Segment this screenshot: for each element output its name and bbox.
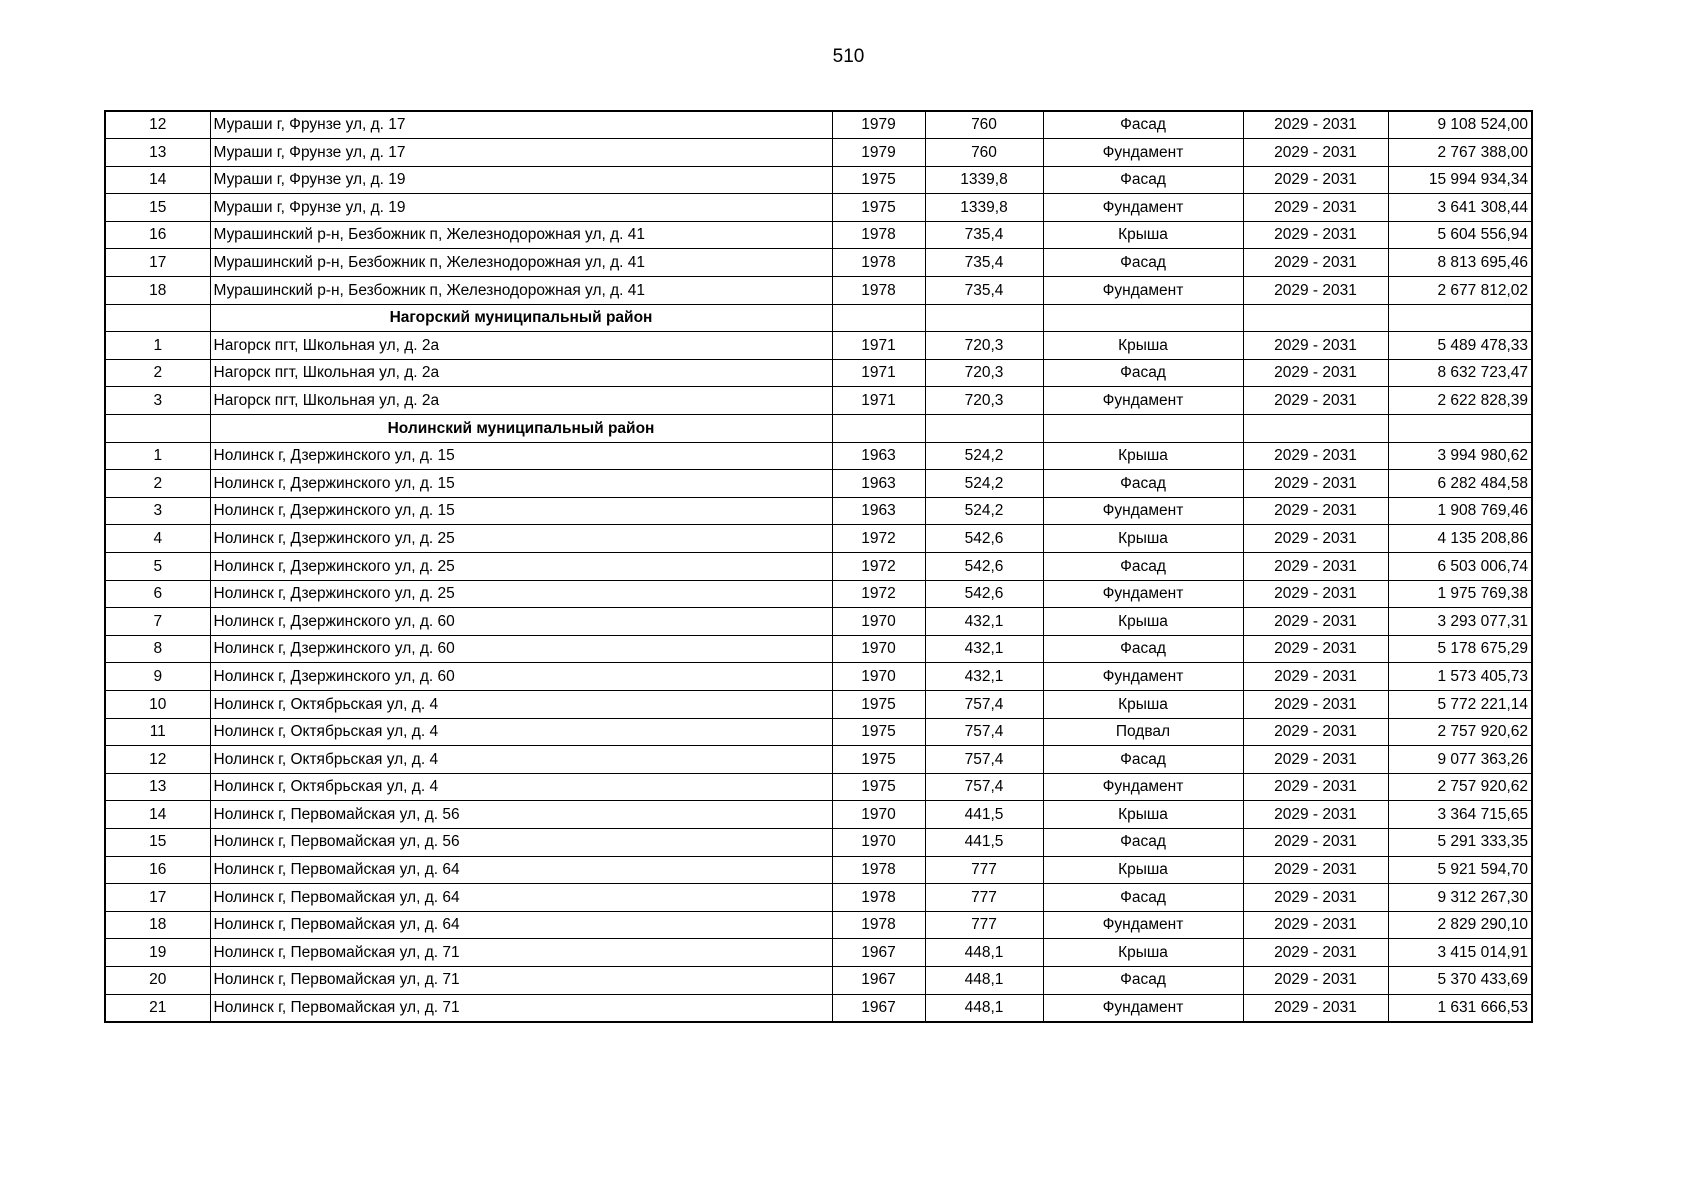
- empty-cell: [1243, 304, 1388, 332]
- table-row: [105, 525, 1532, 553]
- address-cell: Нолинск г, Октябрьская ул, д. 4: [210, 773, 832, 801]
- build-year-cell: 1963: [832, 470, 925, 498]
- row-number-cell: 14: [105, 801, 210, 829]
- row-number-cell: 9: [105, 663, 210, 691]
- build-year-cell: 1979: [832, 111, 925, 139]
- row-number-cell: 6: [105, 580, 210, 608]
- empty-cell: [1388, 415, 1532, 443]
- table-row: [105, 801, 1532, 829]
- period-cell: 2029 - 2031: [1243, 801, 1388, 829]
- cost-cell: 4 135 208,86: [1388, 525, 1532, 553]
- address-cell: Нолинск г, Первомайская ул, д. 64: [210, 911, 832, 939]
- build-year-cell: 1971: [832, 387, 925, 415]
- build-year-cell: 1975: [832, 773, 925, 801]
- address-cell: Нолинск г, Октябрьская ул, д. 4: [210, 746, 832, 774]
- area-cell: 720,3: [925, 332, 1043, 360]
- empty-cell: [1043, 304, 1243, 332]
- build-year-cell: 1963: [832, 497, 925, 525]
- empty-cell: [1043, 415, 1243, 443]
- build-year-cell: 1967: [832, 994, 925, 1022]
- row-number-cell: 12: [105, 746, 210, 774]
- build-year-cell: 1975: [832, 194, 925, 222]
- work-type-cell: Фасад: [1043, 553, 1243, 581]
- address-cell: Нолинск г, Дзержинского ул, д. 15: [210, 470, 832, 498]
- build-year-cell: 1978: [832, 856, 925, 884]
- period-cell: 2029 - 2031: [1243, 166, 1388, 194]
- cost-cell: 2 829 290,10: [1388, 911, 1532, 939]
- table-row: [105, 249, 1532, 277]
- table-row: [105, 828, 1532, 856]
- area-cell: 432,1: [925, 635, 1043, 663]
- row-number-cell: 20: [105, 966, 210, 994]
- table-row: [105, 194, 1532, 222]
- row-number-cell: 15: [105, 194, 210, 222]
- cost-cell: 5 772 221,14: [1388, 690, 1532, 718]
- work-type-cell: Фундамент: [1043, 663, 1243, 691]
- work-type-cell: Подвал: [1043, 718, 1243, 746]
- period-cell: 2029 - 2031: [1243, 828, 1388, 856]
- section-title: Нагорский муниципальный район: [210, 304, 832, 332]
- area-cell: 524,2: [925, 442, 1043, 470]
- row-number-cell: 16: [105, 221, 210, 249]
- period-cell: 2029 - 2031: [1243, 939, 1388, 967]
- area-cell: 777: [925, 856, 1043, 884]
- row-number-cell: 13: [105, 773, 210, 801]
- table-row: [105, 221, 1532, 249]
- empty-cell: [1243, 415, 1388, 443]
- area-cell: 542,6: [925, 580, 1043, 608]
- page-number: 510: [832, 46, 865, 67]
- cost-cell: 5 370 433,69: [1388, 966, 1532, 994]
- work-type-cell: Фасад: [1043, 359, 1243, 387]
- row-number-cell: 5: [105, 553, 210, 581]
- work-type-cell: Фундамент: [1043, 911, 1243, 939]
- row-number-cell: 1: [105, 332, 210, 360]
- work-type-cell: Фасад: [1043, 111, 1243, 139]
- cost-cell: 8 813 695,46: [1388, 249, 1532, 277]
- work-type-cell: Фасад: [1043, 746, 1243, 774]
- table-row: [105, 277, 1532, 305]
- work-type-cell: Крыша: [1043, 690, 1243, 718]
- area-cell: 757,4: [925, 773, 1043, 801]
- period-cell: 2029 - 2031: [1243, 442, 1388, 470]
- table-row: [105, 773, 1532, 801]
- cost-cell: 5 604 556,94: [1388, 221, 1532, 249]
- area-cell: 757,4: [925, 690, 1043, 718]
- work-type-cell: Крыша: [1043, 442, 1243, 470]
- row-number-cell: 19: [105, 939, 210, 967]
- build-year-cell: 1978: [832, 221, 925, 249]
- area-cell: 448,1: [925, 939, 1043, 967]
- build-year-cell: 1970: [832, 635, 925, 663]
- area-cell: 542,6: [925, 525, 1043, 553]
- cost-cell: 1 975 769,38: [1388, 580, 1532, 608]
- empty-cell: [832, 415, 925, 443]
- address-cell: Мураши г, Фрунзе ул, д. 19: [210, 166, 832, 194]
- period-cell: 2029 - 2031: [1243, 994, 1388, 1022]
- address-cell: Нолинск г, Октябрьская ул, д. 4: [210, 690, 832, 718]
- row-number-cell: 16: [105, 856, 210, 884]
- work-type-cell: Фундамент: [1043, 139, 1243, 167]
- build-year-cell: 1971: [832, 332, 925, 360]
- table-body: [105, 111, 1532, 1022]
- work-type-cell: Фасад: [1043, 166, 1243, 194]
- cost-cell: 2 677 812,02: [1388, 277, 1532, 305]
- address-cell: Мурашинский р-н, Безбожник п, Железнодорожная ул, д. 41: [210, 249, 832, 277]
- cost-cell: 2 622 828,39: [1388, 387, 1532, 415]
- empty-cell: [832, 304, 925, 332]
- period-cell: 2029 - 2031: [1243, 221, 1388, 249]
- period-cell: 2029 - 2031: [1243, 249, 1388, 277]
- period-cell: 2029 - 2031: [1243, 194, 1388, 222]
- row-number-cell: 4: [105, 525, 210, 553]
- row-number-cell: 1: [105, 442, 210, 470]
- table-row: [105, 966, 1532, 994]
- work-type-cell: Крыша: [1043, 856, 1243, 884]
- row-number-cell: 18: [105, 277, 210, 305]
- table-row: [105, 553, 1532, 581]
- table-row: [105, 718, 1532, 746]
- period-cell: 2029 - 2031: [1243, 553, 1388, 581]
- cost-cell: 2 767 388,00: [1388, 139, 1532, 167]
- period-cell: 2029 - 2031: [1243, 773, 1388, 801]
- cost-cell: 15 994 934,34: [1388, 166, 1532, 194]
- build-year-cell: 1972: [832, 580, 925, 608]
- period-cell: 2029 - 2031: [1243, 966, 1388, 994]
- empty-cell: [105, 415, 210, 443]
- address-cell: Нагорск пгт, Школьная ул, д. 2а: [210, 332, 832, 360]
- build-year-cell: 1978: [832, 249, 925, 277]
- area-cell: 735,4: [925, 221, 1043, 249]
- build-year-cell: 1967: [832, 939, 925, 967]
- table-row: [105, 166, 1532, 194]
- work-type-cell: Фасад: [1043, 470, 1243, 498]
- address-cell: Нолинск г, Первомайская ул, д. 64: [210, 856, 832, 884]
- build-year-cell: 1971: [832, 359, 925, 387]
- row-number-cell: 10: [105, 690, 210, 718]
- row-number-cell: 17: [105, 884, 210, 912]
- empty-cell: [105, 304, 210, 332]
- area-cell: 720,3: [925, 359, 1043, 387]
- table-row: [105, 690, 1532, 718]
- area-cell: 524,2: [925, 470, 1043, 498]
- table-row: [105, 911, 1532, 939]
- cost-cell: 5 178 675,29: [1388, 635, 1532, 663]
- table-row: [105, 580, 1532, 608]
- cost-cell: 5 489 478,33: [1388, 332, 1532, 360]
- period-cell: 2029 - 2031: [1243, 387, 1388, 415]
- period-cell: 2029 - 2031: [1243, 635, 1388, 663]
- address-cell: Нолинск г, Дзержинского ул, д. 25: [210, 580, 832, 608]
- work-type-cell: Фасад: [1043, 249, 1243, 277]
- cost-cell: 9 312 267,30: [1388, 884, 1532, 912]
- row-number-cell: 2: [105, 470, 210, 498]
- table-row: [105, 139, 1532, 167]
- cost-cell: 3 415 014,91: [1388, 939, 1532, 967]
- build-year-cell: 1975: [832, 746, 925, 774]
- table-row: [105, 663, 1532, 691]
- period-cell: 2029 - 2031: [1243, 718, 1388, 746]
- cost-cell: 5 291 333,35: [1388, 828, 1532, 856]
- area-cell: 1339,8: [925, 166, 1043, 194]
- cost-cell: 6 282 484,58: [1388, 470, 1532, 498]
- repair-register-table: [104, 110, 1533, 1023]
- address-cell: Нолинск г, Первомайская ул, д. 56: [210, 801, 832, 829]
- row-number-cell: 14: [105, 166, 210, 194]
- section-header-row: [105, 304, 1532, 332]
- period-cell: 2029 - 2031: [1243, 359, 1388, 387]
- period-cell: 2029 - 2031: [1243, 884, 1388, 912]
- period-cell: 2029 - 2031: [1243, 277, 1388, 305]
- address-cell: Нагорск пгт, Школьная ул, д. 2а: [210, 387, 832, 415]
- work-type-cell: Крыша: [1043, 939, 1243, 967]
- address-cell: Нолинск г, Дзержинского ул, д. 15: [210, 442, 832, 470]
- build-year-cell: 1970: [832, 801, 925, 829]
- row-number-cell: 15: [105, 828, 210, 856]
- empty-cell: [925, 415, 1043, 443]
- work-type-cell: Фундамент: [1043, 277, 1243, 305]
- work-type-cell: Фундамент: [1043, 194, 1243, 222]
- area-cell: 432,1: [925, 608, 1043, 636]
- area-cell: 448,1: [925, 966, 1043, 994]
- address-cell: Мураши г, Фрунзе ул, д. 17: [210, 139, 832, 167]
- cost-cell: 5 921 594,70: [1388, 856, 1532, 884]
- period-cell: 2029 - 2031: [1243, 911, 1388, 939]
- table-row: [105, 470, 1532, 498]
- area-cell: 760: [925, 111, 1043, 139]
- area-cell: 777: [925, 911, 1043, 939]
- table-row: [105, 442, 1532, 470]
- cost-cell: 1 573 405,73: [1388, 663, 1532, 691]
- build-year-cell: 1970: [832, 663, 925, 691]
- address-cell: Нолинск г, Октябрьская ул, д. 4: [210, 718, 832, 746]
- row-number-cell: 7: [105, 608, 210, 636]
- row-number-cell: 13: [105, 139, 210, 167]
- cost-cell: 8 632 723,47: [1388, 359, 1532, 387]
- period-cell: 2029 - 2031: [1243, 746, 1388, 774]
- table-row: [105, 635, 1532, 663]
- address-cell: Нолинск г, Первомайская ул, д. 71: [210, 939, 832, 967]
- area-cell: 432,1: [925, 663, 1043, 691]
- address-cell: Нолинск г, Первомайская ул, д. 71: [210, 966, 832, 994]
- address-cell: Нолинск г, Дзержинского ул, д. 25: [210, 525, 832, 553]
- build-year-cell: 1970: [832, 828, 925, 856]
- build-year-cell: 1970: [832, 608, 925, 636]
- work-type-cell: Фасад: [1043, 828, 1243, 856]
- table-row: [105, 746, 1532, 774]
- build-year-cell: 1972: [832, 525, 925, 553]
- address-cell: Мураши г, Фрунзе ул, д. 17: [210, 111, 832, 139]
- period-cell: 2029 - 2031: [1243, 525, 1388, 553]
- address-cell: Мурашинский р-н, Безбожник п, Железнодорожная ул, д. 41: [210, 221, 832, 249]
- cost-cell: 2 757 920,62: [1388, 773, 1532, 801]
- table-row: [105, 884, 1532, 912]
- address-cell: Нолинск г, Дзержинского ул, д. 60: [210, 663, 832, 691]
- build-year-cell: 1967: [832, 966, 925, 994]
- cost-cell: 9 077 363,26: [1388, 746, 1532, 774]
- cost-cell: 1 631 666,53: [1388, 994, 1532, 1022]
- row-number-cell: 21: [105, 994, 210, 1022]
- period-cell: 2029 - 2031: [1243, 139, 1388, 167]
- period-cell: 2029 - 2031: [1243, 856, 1388, 884]
- cost-cell: 3 293 077,31: [1388, 608, 1532, 636]
- work-type-cell: Фундамент: [1043, 580, 1243, 608]
- work-type-cell: Фасад: [1043, 966, 1243, 994]
- row-number-cell: 17: [105, 249, 210, 277]
- area-cell: 760: [925, 139, 1043, 167]
- period-cell: 2029 - 2031: [1243, 111, 1388, 139]
- cost-cell: 6 503 006,74: [1388, 553, 1532, 581]
- address-cell: Нолинск г, Дзержинского ул, д. 60: [210, 635, 832, 663]
- address-cell: Мурашинский р-н, Безбожник п, Железнодорожная ул, д. 41: [210, 277, 832, 305]
- row-number-cell: 12: [105, 111, 210, 139]
- area-cell: 524,2: [925, 497, 1043, 525]
- cost-cell: 2 757 920,62: [1388, 718, 1532, 746]
- area-cell: 542,6: [925, 553, 1043, 581]
- period-cell: 2029 - 2031: [1243, 690, 1388, 718]
- cost-cell: 1 908 769,46: [1388, 497, 1532, 525]
- period-cell: 2029 - 2031: [1243, 497, 1388, 525]
- row-number-cell: 8: [105, 635, 210, 663]
- build-year-cell: 1979: [832, 139, 925, 167]
- period-cell: 2029 - 2031: [1243, 470, 1388, 498]
- build-year-cell: 1978: [832, 884, 925, 912]
- row-number-cell: 18: [105, 911, 210, 939]
- work-type-cell: Фундамент: [1043, 994, 1243, 1022]
- work-type-cell: Крыша: [1043, 221, 1243, 249]
- cost-cell: 9 108 524,00: [1388, 111, 1532, 139]
- build-year-cell: 1978: [832, 277, 925, 305]
- build-year-cell: 1978: [832, 911, 925, 939]
- table-row: [105, 608, 1532, 636]
- build-year-cell: 1975: [832, 690, 925, 718]
- area-cell: 757,4: [925, 718, 1043, 746]
- empty-cell: [1388, 304, 1532, 332]
- section-title: Нолинский муниципальный район: [210, 415, 832, 443]
- area-cell: 441,5: [925, 801, 1043, 829]
- table-row: [105, 359, 1532, 387]
- address-cell: Нолинск г, Дзержинского ул, д. 15: [210, 497, 832, 525]
- address-cell: Нолинск г, Дзержинского ул, д. 25: [210, 553, 832, 581]
- period-cell: 2029 - 2031: [1243, 332, 1388, 360]
- work-type-cell: Крыша: [1043, 608, 1243, 636]
- area-cell: 757,4: [925, 746, 1043, 774]
- area-cell: 441,5: [925, 828, 1043, 856]
- area-cell: 735,4: [925, 277, 1043, 305]
- address-cell: Нолинск г, Дзержинского ул, д. 60: [210, 608, 832, 636]
- table-row: [105, 856, 1532, 884]
- table-row: [105, 994, 1532, 1022]
- address-cell: Нолинск г, Первомайская ул, д. 56: [210, 828, 832, 856]
- row-number-cell: 3: [105, 497, 210, 525]
- address-cell: Нолинск г, Первомайская ул, д. 71: [210, 994, 832, 1022]
- area-cell: 1339,8: [925, 194, 1043, 222]
- work-type-cell: Крыша: [1043, 525, 1243, 553]
- area-cell: 735,4: [925, 249, 1043, 277]
- cost-cell: 3 994 980,62: [1388, 442, 1532, 470]
- row-number-cell: 2: [105, 359, 210, 387]
- work-type-cell: Фасад: [1043, 635, 1243, 663]
- table-row: [105, 111, 1532, 139]
- area-cell: 777: [925, 884, 1043, 912]
- table-row: [105, 387, 1532, 415]
- period-cell: 2029 - 2031: [1243, 580, 1388, 608]
- cost-cell: 3 364 715,65: [1388, 801, 1532, 829]
- build-year-cell: 1975: [832, 166, 925, 194]
- work-type-cell: Фундамент: [1043, 497, 1243, 525]
- period-cell: 2029 - 2031: [1243, 608, 1388, 636]
- address-cell: Мураши г, Фрунзе ул, д. 19: [210, 194, 832, 222]
- work-type-cell: Крыша: [1043, 801, 1243, 829]
- period-cell: 2029 - 2031: [1243, 663, 1388, 691]
- row-number-cell: 3: [105, 387, 210, 415]
- table-row: [105, 332, 1532, 360]
- address-cell: Нагорск пгт, Школьная ул, д. 2а: [210, 359, 832, 387]
- row-number-cell: 11: [105, 718, 210, 746]
- build-year-cell: 1975: [832, 718, 925, 746]
- table-row: [105, 497, 1532, 525]
- build-year-cell: 1963: [832, 442, 925, 470]
- work-type-cell: Фундамент: [1043, 773, 1243, 801]
- build-year-cell: 1972: [832, 553, 925, 581]
- work-type-cell: Фасад: [1043, 884, 1243, 912]
- area-cell: 720,3: [925, 387, 1043, 415]
- work-type-cell: Крыша: [1043, 332, 1243, 360]
- cost-cell: 3 641 308,44: [1388, 194, 1532, 222]
- address-cell: Нолинск г, Первомайская ул, д. 64: [210, 884, 832, 912]
- table-row: [105, 939, 1532, 967]
- empty-cell: [925, 304, 1043, 332]
- section-header-row: [105, 415, 1532, 443]
- work-type-cell: Фундамент: [1043, 387, 1243, 415]
- area-cell: 448,1: [925, 994, 1043, 1022]
